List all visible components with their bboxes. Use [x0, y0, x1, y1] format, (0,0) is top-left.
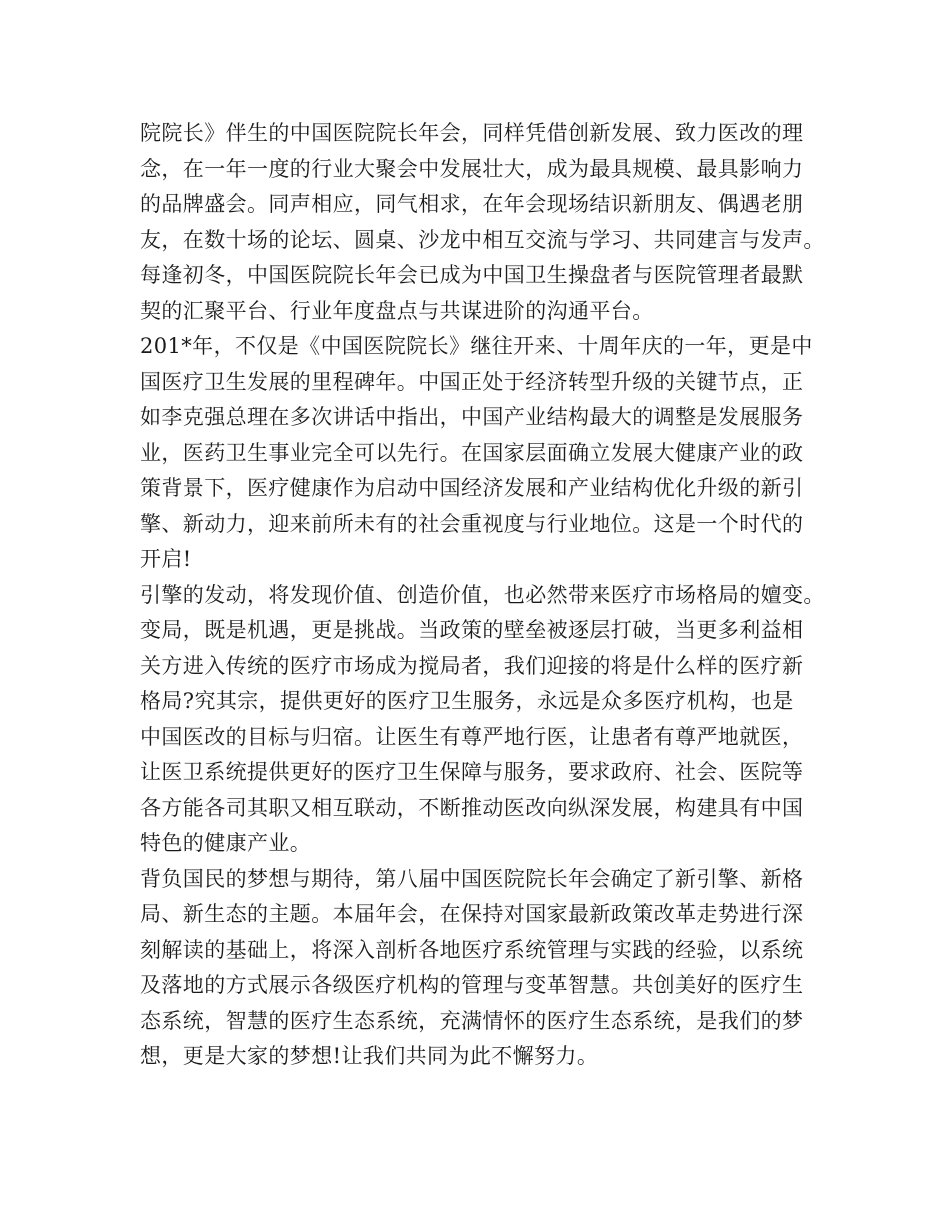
paragraph-3: 引擎的发动，将发现价值、创造价值，也必然带来医疗市场格局的嬗变。 变局，既是机遇，更是挑战。当政策的壁垒被逐层打破，当更多利益相 关方进入传统的医疗市场成为搅局者，我们迎接的将是什么样的医疗新 格局?究其宗，提供更好的医疗卫生服务，永远是众多医疗机构，也是 中国医改的目标与归宿。让医生有尊严地行医，让患者有尊严地就医， 让医卫系统提供更好的医疗卫生保障与服务，要求政府、社会、医院等 各方能各司其职又相互联动，不断推动医改向纵深发展，构建具有中国 特色的健康产业。 — [140, 582, 825, 855]
body-text — [140, 116, 830, 1075]
paragraph-4: 背负国民的梦想与期待，第八届中国医院院长年会确定了新引擎、新格 局、新生态的主题。本届年会，在保持对国家最新政策改革走势进行深 刻解读的基础上，将深入剖析各地医疗系统管理与实践的经验，以系统 及落地的方式展示各级医疗机构的管理与变革智慧。共创美好的医疗生 态系统，智慧的医疗生态系统，充满情怀的医疗生态系统，是我们的梦 想，更是大家的梦想!让我们共同为此不懈努力。 — [140, 866, 804, 1068]
paragraph-2: 201*年，不仅是《中国医院院长》继往开来、十周年庆的一年，更是中 国医疗卫生发展的里程碑年。中国正处于经济转型升级的关键节点，正 如李克强总理在多次讲话中指出，中国产业结构最大的调整是发展服务 业，医药卫生事业完全可以先行。在国家层面确立发展大健康产业的政 策背景下，医疗健康作为启动中国经济发展和产业结构优化升级的新引 擎、新动力，迎来前所未有的社会重视度与行业地位。这是一个时代的 开启! — [140, 334, 813, 571]
paragraph-1: 院院长》伴生的中国医院院长年会，同样凭借创新发展、致力医改的理 念，在一年一度的行业大聚会中发展壮大，成为最具规模、最具影响力 的品牌盛会。同声相应，同气相求，在年会现场结识新朋友、偶遇老朋 友，在数十场的论坛、圆桌、沙龙中相互交流与学习、共同建言与发声。 每逢初冬，中国医院院长年会已成为中国卫生操盘者与医院管理者最默 契的汇聚平台、行业年度盘点与共谋进阶的沟通平台。 — [140, 121, 825, 323]
